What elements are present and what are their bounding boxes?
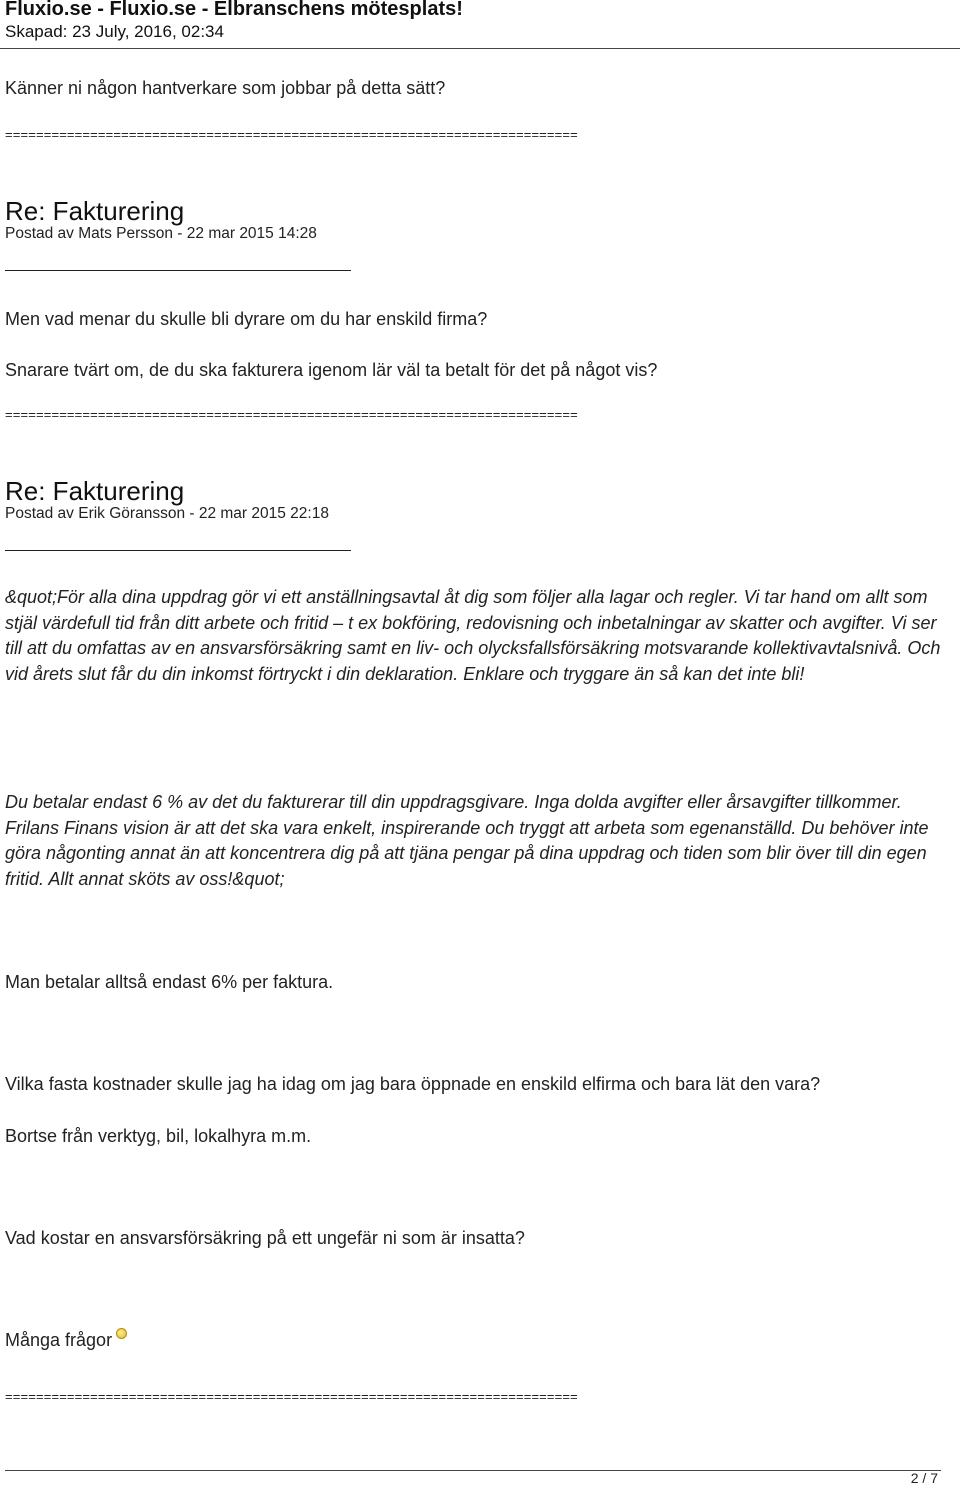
header-divider (0, 48, 960, 49)
page-header (0, 0, 960, 50)
post-text: Snarare tvärt om, de du ska fakturera igenom lär väl ta betalt för det på något vis? (5, 360, 658, 380)
post-text-line (5, 1330, 127, 1351)
post-text: Vad kostar en ansvarsförsäkring på ett ungefär ni som är insatta? (5, 1228, 525, 1248)
separator: ========================================================================== (5, 127, 578, 142)
page-number: 2 / 7 (910, 1470, 938, 1486)
post-text: Många frågor (5, 1330, 113, 1350)
post-text: Men vad menar du skulle bli dyrare om du har enskild firma? (5, 309, 488, 329)
post-text: Bortse från verktyg, bil, lokalhyra m.m. (5, 1126, 312, 1146)
separator: ========================================================================== (5, 407, 578, 422)
post-text: Vilka fasta kostnader skulle jag ha idag om jag bara öppnade en enskild elfirma och bara lät den vara? (5, 1074, 821, 1094)
post-text: Man betalar alltså endast 6% per faktura. (5, 972, 334, 992)
intro-question: Känner ni någon hantverkare som jobbar på detta sätt? (5, 78, 446, 98)
smiley-icon (116, 1328, 127, 1339)
post-title: Re: Fakturering (5, 476, 185, 506)
quoted-paragraph: &quot;För alla dina uppdrag gör vi ett anställningsavtal åt dig som följer alla lagar och regler. Vi tar hand om allt som stjäl värdefull tid från ditt arbete och fritid – t ex bokföring, redovisning och inbetalningar av skatter och avgifter. Vi ser till att du omfattas av en ansvarsförsäkring samt en liv- och olycksfallsförsäkring motsvarande kollektivavtalsnivå. Och vid årets slut får du din inkomst förtryckt i din deklaration. Enklare och tryggare än så kan det inte bli! (5, 587, 941, 684)
footer-divider (5, 1470, 941, 1471)
quoted-paragraph: Du betalar endast 6 % av det du fakturerar till din uppdragsgivare. Inga dolda avgifter eller årsavgifter tillkommer. Frilans Finans vision är att det ska vara enkelt, inspirerande och tryggt att arbeta som egenanställd. Du behöver inte göra någonting annat än att koncentrera dig på att tjäna pengar på dina uppdrag och tiden som blir över till din egen fritid. Allt annat sköts av oss!&quot; (5, 792, 929, 889)
created-date: Skapad: 23 July, 2016, 02:34 (5, 22, 224, 41)
post-divider (5, 270, 351, 271)
post-meta: Postad av Mats Persson - 22 mar 2015 14:28 (5, 225, 317, 242)
post-title: Re: Fakturering (5, 196, 185, 226)
post-divider (5, 550, 351, 551)
separator: ========================================================================== (5, 1389, 578, 1404)
post-meta: Postad av Erik Göransson - 22 mar 2015 22:18 (5, 505, 329, 522)
site-title: Fluxio.se - Fluxio.se - Elbranschens mötesplats! (5, 0, 463, 20)
